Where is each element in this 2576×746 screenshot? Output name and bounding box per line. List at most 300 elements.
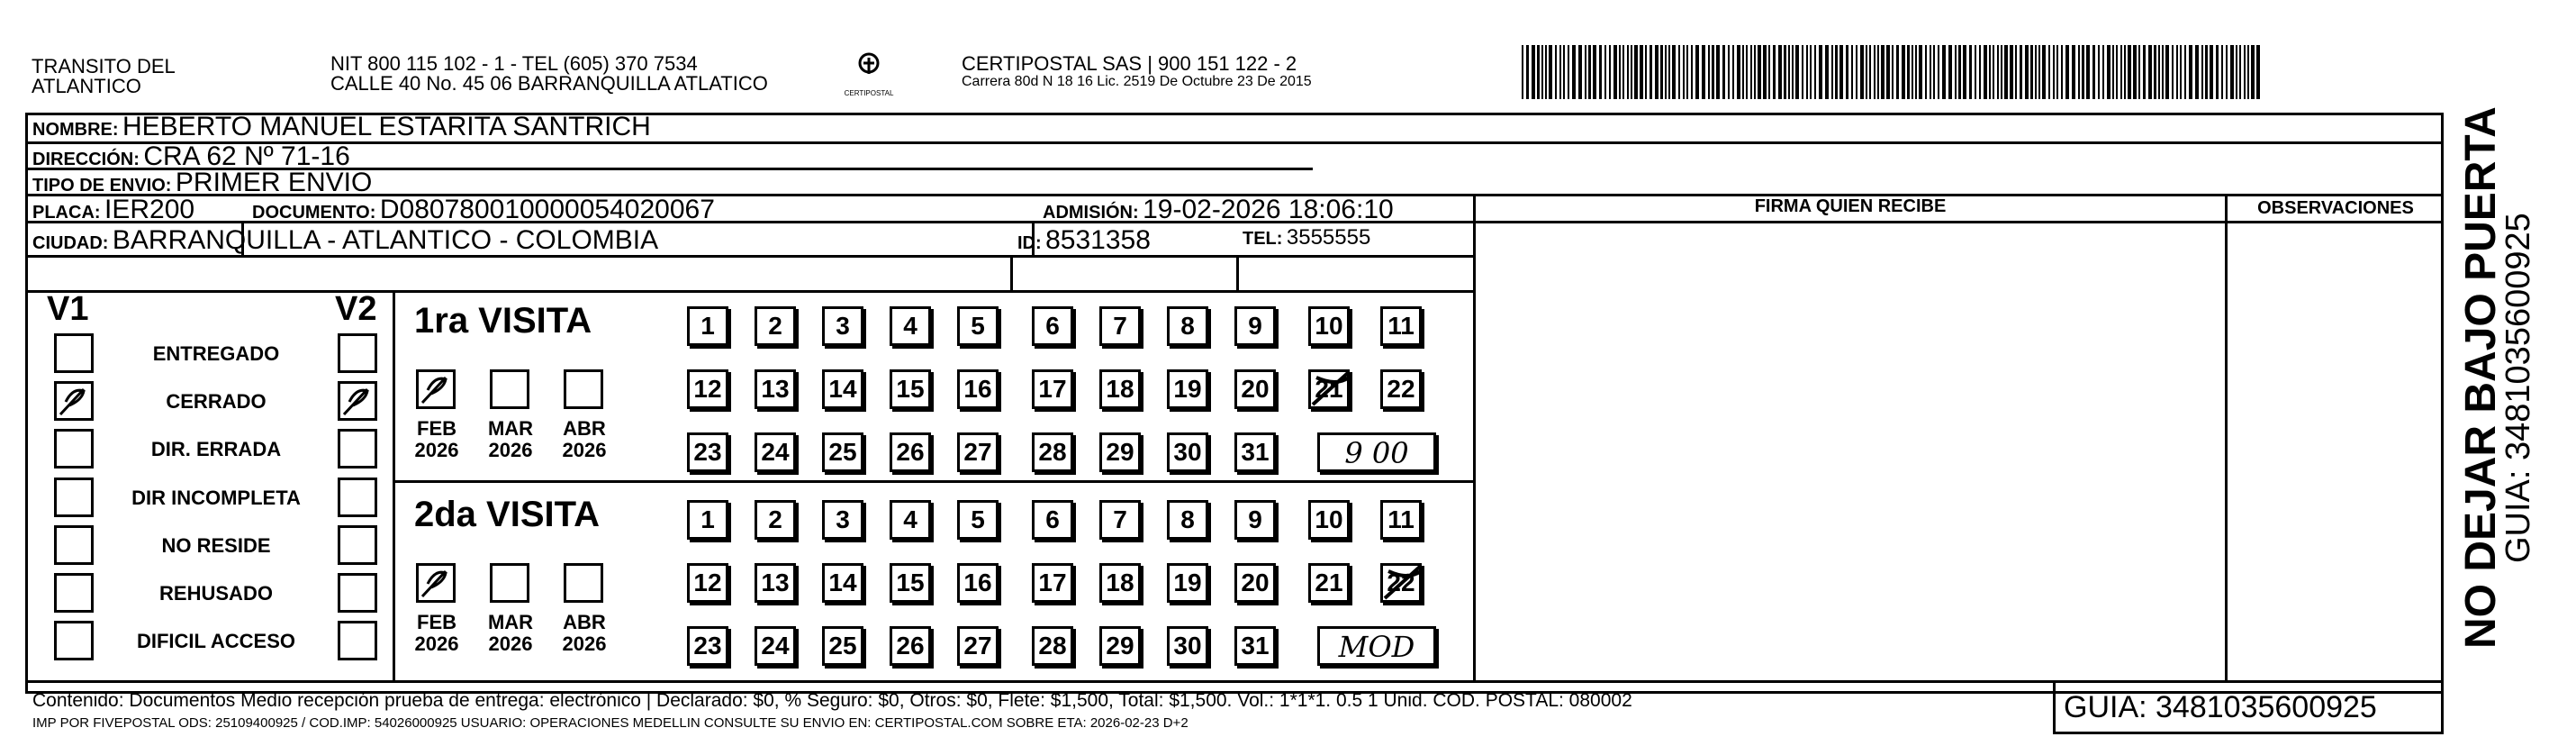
company-name-line1: TRANSITO DEL <box>32 55 176 77</box>
barcode-bar <box>1650 45 1652 99</box>
month-label: ABR 2026 <box>562 417 607 461</box>
barcode-bar <box>2042 45 2046 99</box>
barcode-bar <box>1613 45 1617 99</box>
month-label: FEB 2026 <box>414 417 459 461</box>
barcode-bar <box>2015 45 2017 99</box>
barcode-bar <box>1768 45 1770 99</box>
barcode-bar <box>2004 45 2008 99</box>
nombre-row <box>32 112 651 142</box>
barcode-bar <box>1750 45 1752 99</box>
barcode-bar <box>1915 45 1917 99</box>
side-guia: GUIA: 3481035600925 <box>2499 213 2537 563</box>
company-nit: NIT 800 115 102 - 1 - TEL (605) 370 7534 <box>330 52 698 75</box>
footer-guia: GUIA: 3481035600925 <box>2064 690 2377 724</box>
barcode-bar <box>1716 45 1720 99</box>
barcode-bar <box>1860 45 1864 99</box>
barcode-bar <box>1942 45 1946 99</box>
day-box-31[interactable]: 31 <box>1234 626 1276 666</box>
barcode-bar <box>1578 45 1582 99</box>
footer-imp: IMP POR FIVEPOSTAL ODS: 25109400925 / COD.IMP: 54026000925 USUARIO: OPERACIONES MEDELLIN CONSULTE SU ENVIO EN: CERTIPOSTAL.COM SOBRE ETA: 2026-02-23 D+2 <box>32 715 1189 731</box>
barcode-bar <box>1545 45 1547 99</box>
tel-label: TEL: <box>1243 229 1283 249</box>
barcode-bar <box>2072 45 2075 99</box>
barcode <box>1522 45 2260 99</box>
v2-checkbox-entregado[interactable] <box>338 333 377 373</box>
barcode-bar <box>2048 45 2050 99</box>
barcode-bar <box>1665 45 1667 99</box>
status-label: REHUSADO <box>159 582 273 605</box>
barcode-bar <box>1866 45 1867 99</box>
barcode-bar <box>2210 45 2213 99</box>
carrier-license: Carrera 80d N 18 16 Lic. 2519 De Octubre 23 De 2015 <box>962 74 1312 89</box>
tel-row <box>1243 225 1370 250</box>
barcode-bar <box>1655 45 1659 99</box>
barcode-bar <box>1778 45 1782 99</box>
barcode-bar <box>2247 45 2249 99</box>
barcode-bar <box>1549 45 1552 99</box>
day-box-6[interactable]: 6 <box>1032 500 1073 540</box>
barcode-bar <box>1975 45 1976 99</box>
barcode-bar <box>2112 45 2114 99</box>
barcode-bar <box>1958 45 1961 99</box>
barcode-bar <box>1795 45 1799 99</box>
nombre-label: NOMBRE: <box>32 120 119 140</box>
month-label: ABR 2026 <box>562 611 607 655</box>
barcode-bar <box>2230 45 2234 99</box>
documento-row <box>252 195 715 225</box>
company-name-line2: ATLANTICO <box>32 75 141 97</box>
firma-header: FIRMA QUIEN RECIBE <box>1754 196 1947 216</box>
v2-checkbox-no-reside[interactable] <box>338 525 377 565</box>
barcode-bar <box>1874 45 1876 99</box>
barcode-bar <box>1763 45 1767 99</box>
day-box-27[interactable]: 27 <box>957 626 999 666</box>
day-box-17[interactable]: 17 <box>1032 369 1073 409</box>
ciudad-value: BARRANQUILLA - ATLANTICO - COLOMBIA <box>112 225 659 255</box>
v2-checkbox-cerrado[interactable] <box>338 381 377 421</box>
admision-row <box>1043 195 1394 225</box>
day-box-8[interactable]: 8 <box>1167 306 1208 346</box>
day-box-13[interactable]: 13 <box>755 563 796 603</box>
month-checkbox-feb[interactable] <box>416 369 456 409</box>
barcode-bar <box>1708 45 1710 99</box>
barcode-bar <box>1979 45 1981 99</box>
visit-title: 2da VISITA <box>414 495 600 534</box>
placa-label: PLACA: <box>32 203 101 223</box>
day-box-29[interactable]: 29 <box>1099 626 1141 666</box>
barcode-bar <box>1825 45 1829 99</box>
barcode-bar <box>1563 45 1565 99</box>
direccion-label: DIRECCIÓN: <box>32 150 140 169</box>
barcode-bar <box>2154 45 2156 99</box>
placa-row <box>32 195 194 225</box>
barcode-bar <box>1742 45 1744 99</box>
barcode-bar <box>2180 45 2182 99</box>
status-label: NO RESIDE <box>161 534 271 557</box>
barcode-bar <box>2205 45 2208 99</box>
day-box-4[interactable]: 4 <box>890 306 931 346</box>
day-box-30[interactable]: 30 <box>1167 432 1208 472</box>
barcode-bar <box>1622 45 1624 99</box>
month-checkbox-abr[interactable] <box>564 369 603 409</box>
day-box-16[interactable]: 16 <box>957 369 999 409</box>
v1-checkbox-dificil-acceso[interactable] <box>54 621 94 660</box>
barcode-bar <box>1773 45 1776 99</box>
carrier-name: CERTIPOSTAL SAS | 900 151 122 - 2 <box>962 52 1297 75</box>
day-box-2[interactable]: 2 <box>755 306 796 346</box>
barcode-bar <box>1835 45 1838 99</box>
barcode-bar <box>1846 45 1848 99</box>
barcode-bar <box>1609 45 1611 99</box>
v2-checkbox-dificil-acceso[interactable] <box>338 621 377 660</box>
day-box-18[interactable]: 18 <box>1099 369 1141 409</box>
tipo-row <box>32 168 372 198</box>
carrier-info <box>962 54 1312 90</box>
barcode-bar <box>1619 45 1621 99</box>
barcode-bar <box>1686 45 1688 99</box>
day-box-6[interactable]: 6 <box>1032 306 1073 346</box>
barcode-bar <box>1568 45 1569 99</box>
barcode-bar <box>1925 45 1927 99</box>
day-box-22[interactable]: 22 <box>1380 369 1422 409</box>
no-dejar-bajo-puerta: NO DEJAR BAJO PUERTA <box>2457 106 2505 649</box>
barcode-bar <box>2086 45 2090 99</box>
logo-text: CERTIPOSTAL <box>844 89 894 97</box>
barcode-bar <box>1902 45 1905 99</box>
month-checkbox-abr[interactable] <box>564 563 603 603</box>
observaciones-header: OBSERVACIONES <box>2257 198 2414 218</box>
company-info <box>330 54 768 94</box>
barcode-bar <box>1668 45 1670 99</box>
day-box-27[interactable]: 27 <box>957 432 999 472</box>
barcode-bar <box>2120 45 2122 99</box>
barcode-bar <box>1695 45 1699 99</box>
barcode-bar <box>1856 45 1857 99</box>
barcode-bar <box>1678 45 1680 99</box>
barcode-bar <box>2251 45 2255 99</box>
barcode-bar <box>2239 45 2241 99</box>
day-box-10[interactable]: 10 <box>1308 500 1350 540</box>
day-box-24[interactable]: 24 <box>755 626 796 666</box>
barcode-bar <box>2133 45 2137 99</box>
barcode-bar <box>1839 45 1843 99</box>
barcode-bar <box>2148 45 2152 99</box>
barcode-bar <box>2092 45 2095 99</box>
barcode-bar <box>2107 45 2111 99</box>
barcode-bar <box>2030 45 2033 99</box>
id-label: ID: <box>1017 233 1042 253</box>
barcode-bar <box>1728 45 1730 99</box>
day-box-1[interactable]: 1 <box>687 306 728 346</box>
v1-checkbox-dir-incompleta[interactable] <box>54 478 94 517</box>
barcode-bar <box>2056 45 2058 99</box>
barcode-bar <box>1912 45 1913 99</box>
barcode-bar <box>1754 45 1756 99</box>
barcode-bar <box>1907 45 1910 99</box>
day-box-14[interactable]: 14 <box>822 563 863 603</box>
day-box-20[interactable]: 20 <box>1234 563 1276 603</box>
company-name <box>32 57 176 96</box>
barcode-bar <box>2035 45 2037 99</box>
month-checkbox-feb[interactable] <box>416 563 456 603</box>
day-box-9[interactable]: 9 <box>1234 500 1276 540</box>
barcode-bar <box>1984 45 1987 99</box>
day-box-10[interactable]: 10 <box>1308 306 1350 346</box>
day-box-14[interactable]: 14 <box>822 369 863 409</box>
barcode-bar <box>1814 45 1816 99</box>
barcode-bar <box>1831 45 1833 99</box>
barcode-bar <box>2184 45 2186 99</box>
ciudad-row <box>32 225 658 256</box>
day-box-31[interactable]: 31 <box>1234 432 1276 472</box>
barcode-bar <box>1806 45 1808 99</box>
barcode-bar <box>1930 45 1931 99</box>
barcode-bar <box>1892 45 1894 99</box>
v2-checkbox-dir-incompleta[interactable] <box>338 478 377 517</box>
tipo-label: TIPO DE ENVIO: <box>32 176 172 196</box>
barcode-bar <box>1737 45 1740 99</box>
barcode-bar <box>1712 45 1714 99</box>
documento-label: DOCUMENTO: <box>252 203 376 223</box>
day-box-1[interactable]: 1 <box>687 500 728 540</box>
barcode-bar <box>1896 45 1899 99</box>
day-box-12[interactable]: 12 <box>687 369 728 409</box>
barcode-bar <box>1948 45 1952 99</box>
status-label: CERRADO <box>166 390 267 413</box>
barcode-bar <box>1933 45 1935 99</box>
barcode-bar <box>1819 45 1822 99</box>
barcode-bar <box>2226 45 2228 99</box>
day-box-30[interactable]: 30 <box>1167 626 1208 666</box>
barcode-bar <box>2221 45 2223 99</box>
barcode-bar <box>1788 45 1790 99</box>
visit-title: 1ra VISITA <box>414 301 592 341</box>
barcode-bar <box>1938 45 1939 99</box>
barcode-bar <box>1572 45 1576 99</box>
barcode-bar <box>2189 45 2192 99</box>
barcode-bar <box>2172 45 2174 99</box>
day-box-28[interactable]: 28 <box>1032 432 1073 472</box>
day-box-15[interactable]: 15 <box>890 369 931 409</box>
barcode-bar <box>1810 45 1812 99</box>
id-value: 8531358 <box>1045 225 1151 255</box>
month-label: MAR 2026 <box>487 611 534 655</box>
month-checkbox-mar[interactable] <box>490 563 529 603</box>
barcode-bar <box>2143 45 2146 99</box>
day-box-5[interactable]: 5 <box>957 306 999 346</box>
barcode-bar <box>1645 45 1647 99</box>
barcode-bar <box>1758 45 1761 99</box>
barcode-bar <box>2128 45 2131 99</box>
barcode-bar <box>2162 45 2164 99</box>
day-box-18[interactable]: 18 <box>1099 563 1141 603</box>
v1-checkbox-cerrado[interactable] <box>54 381 94 421</box>
status-label: DIR INCOMPLETA <box>131 487 301 509</box>
barcode-bar <box>1683 45 1685 99</box>
day-box-13[interactable]: 13 <box>755 369 796 409</box>
barcode-bar <box>1559 45 1561 99</box>
handwritten-time-box[interactable]: 9 00 <box>1317 432 1436 472</box>
day-box-24[interactable]: 24 <box>755 432 796 472</box>
barcode-bar <box>2078 45 2080 99</box>
barcode-bar <box>2216 45 2219 99</box>
ciudad-label: CIUDAD: <box>32 233 109 253</box>
barcode-bar <box>1593 45 1596 99</box>
barcode-bar <box>1555 45 1557 99</box>
barcode-bar <box>2138 45 2140 99</box>
barcode-bar <box>1532 45 1535 99</box>
barcode-bar <box>2195 45 2199 99</box>
day-box-25[interactable]: 25 <box>822 626 863 666</box>
month-label: FEB 2026 <box>414 611 459 655</box>
day-box-2[interactable]: 2 <box>755 500 796 540</box>
day-box-28[interactable]: 28 <box>1032 626 1073 666</box>
barcode-bar <box>2256 45 2260 99</box>
barcode-bar <box>1955 45 1957 99</box>
v1-checkbox-rehusado[interactable] <box>54 573 94 613</box>
barcode-bar <box>1792 45 1794 99</box>
day-box-12[interactable]: 12 <box>687 563 728 603</box>
barcode-bar <box>2020 45 2022 99</box>
barcode-bar <box>2038 45 2040 99</box>
day-box-21[interactable]: 21 <box>1308 563 1350 603</box>
id-row <box>1017 225 1151 256</box>
barcode-bar <box>2124 45 2126 99</box>
day-box-29[interactable]: 29 <box>1099 432 1141 472</box>
barcode-bar <box>1886 45 1890 99</box>
barcode-bar <box>1634 45 1638 99</box>
day-box-17[interactable]: 17 <box>1032 563 1073 603</box>
status-label: DIFICIL ACCESO <box>136 630 295 652</box>
barcode-bar <box>1537 45 1540 99</box>
day-box-19[interactable]: 19 <box>1167 563 1208 603</box>
day-box-4[interactable]: 4 <box>890 500 931 540</box>
barcode-bar <box>2116 45 2118 99</box>
barcode-bar <box>1919 45 1922 99</box>
day-box-26[interactable]: 26 <box>890 626 931 666</box>
v2-checkbox-rehusado[interactable] <box>338 573 377 613</box>
day-box-16[interactable]: 16 <box>957 563 999 603</box>
barcode-bar <box>2158 45 2160 99</box>
barcode-bar <box>1588 45 1591 99</box>
status-label: ENTREGADO <box>152 342 280 365</box>
barcode-bar <box>1963 45 1966 99</box>
barcode-bar <box>2165 45 2169 99</box>
barcode-bar <box>1732 45 1734 99</box>
v1-checkbox-no-reside[interactable] <box>54 525 94 565</box>
day-box-19[interactable]: 19 <box>1167 369 1208 409</box>
barcode-bar <box>2065 45 2069 99</box>
nombre-value: HEBERTO MANUEL ESTARITA SANTRICH <box>122 112 651 141</box>
v2-checkbox-dir-errada[interactable] <box>338 429 377 469</box>
status-label: DIR. ERRADA <box>150 438 282 460</box>
admision-value: 19-02-2026 18:06:10 <box>1143 195 1394 224</box>
barcode-bar <box>1702 45 1705 99</box>
v1-checkbox-dir-errada[interactable] <box>54 429 94 469</box>
v1-checkbox-entregado[interactable] <box>54 333 94 373</box>
barcode-bar <box>2010 45 2013 99</box>
day-box-3[interactable]: 3 <box>822 306 863 346</box>
day-box-5[interactable]: 5 <box>957 500 999 540</box>
barcode-bar <box>1969 45 1972 99</box>
day-box-9[interactable]: 9 <box>1234 306 1276 346</box>
barcode-bar <box>2244 45 2246 99</box>
barcode-bar <box>1631 45 1632 99</box>
barcode-bar <box>2098 45 2100 99</box>
barcode-bar <box>1881 45 1885 99</box>
day-box-22[interactable]: 22 <box>1380 563 1422 603</box>
barcode-bar <box>1989 45 1991 99</box>
barcode-bar <box>1599 45 1602 99</box>
barcode-bar <box>1802 45 1803 99</box>
barcode-bar <box>2201 45 2203 99</box>
barcode-bar <box>1604 45 1606 99</box>
barcode-bar <box>1526 45 1529 99</box>
month-checkbox-mar[interactable] <box>490 369 529 409</box>
placa-value: IER200 <box>104 195 195 224</box>
company-address: CALLE 40 No. 45 06 BARRANQUILLA ATLATICO <box>330 72 768 95</box>
barcode-bar <box>2053 45 2055 99</box>
v1-label: V1 <box>47 290 89 328</box>
barcode-bar <box>2001 45 2002 99</box>
day-box-7[interactable]: 7 <box>1099 306 1141 346</box>
barcode-bar <box>2236 45 2237 99</box>
tipo-value: PRIMER ENVIO <box>175 168 373 197</box>
barcode-bar <box>1522 45 1523 99</box>
day-box-11[interactable]: 11 <box>1380 306 1422 346</box>
day-box-20[interactable]: 20 <box>1234 369 1276 409</box>
documento-value: D080780010000054020067 <box>379 195 715 224</box>
barcode-bar <box>1660 45 1663 99</box>
barcode-bar <box>2061 45 2063 99</box>
admision-label: ADMISIÓN: <box>1043 203 1139 223</box>
certipostal-logo <box>842 50 896 96</box>
day-box-15[interactable]: 15 <box>890 563 931 603</box>
month-label: MAR 2026 <box>487 417 534 461</box>
barcode-bar <box>1541 45 1543 99</box>
barcode-bar <box>1627 45 1629 99</box>
barcode-bar <box>1640 45 1643 99</box>
barcode-bar <box>1585 45 1586 99</box>
handwritten-time-box[interactable]: MOD <box>1317 626 1436 666</box>
footer-contenido: Contenido: Documentos Medio recepción prueba de entrega: electrónico | Declarado: $0, % Seguro: $0, Otros: $0, Flete: $1,500, Total: $1,500. Vol.: 1*1*1. 0.5 1 Unid. COD. POSTAL: 080002 <box>32 690 1632 711</box>
barcode-bar <box>2102 45 2104 99</box>
day-box-26[interactable]: 26 <box>890 432 931 472</box>
day-box-21[interactable]: 21 <box>1308 369 1350 409</box>
barcode-bar <box>1722 45 1725 99</box>
day-box-8[interactable]: 8 <box>1167 500 1208 540</box>
barcode-bar <box>1691 45 1693 99</box>
barcode-bar <box>2082 45 2084 99</box>
barcode-bar <box>1784 45 1786 99</box>
v2-label: V2 <box>335 290 377 328</box>
barcode-bar <box>2025 45 2029 99</box>
barcode-bar <box>1997 45 1999 99</box>
day-box-23[interactable]: 23 <box>687 432 728 472</box>
day-box-11[interactable]: 11 <box>1380 500 1422 540</box>
barcode-bar <box>1851 45 1853 99</box>
barcode-bar <box>1869 45 1871 99</box>
day-box-23[interactable]: 23 <box>687 626 728 666</box>
direccion-value: CRA 62 Nº 71-16 <box>143 141 350 171</box>
barcode-bar <box>1993 45 1994 99</box>
day-box-3[interactable]: 3 <box>822 500 863 540</box>
day-box-7[interactable]: 7 <box>1099 500 1141 540</box>
barcode-bar <box>1672 45 1676 99</box>
barcode-bar <box>2176 45 2178 99</box>
day-box-25[interactable]: 25 <box>822 432 863 472</box>
barcode-bar <box>1746 45 1748 99</box>
